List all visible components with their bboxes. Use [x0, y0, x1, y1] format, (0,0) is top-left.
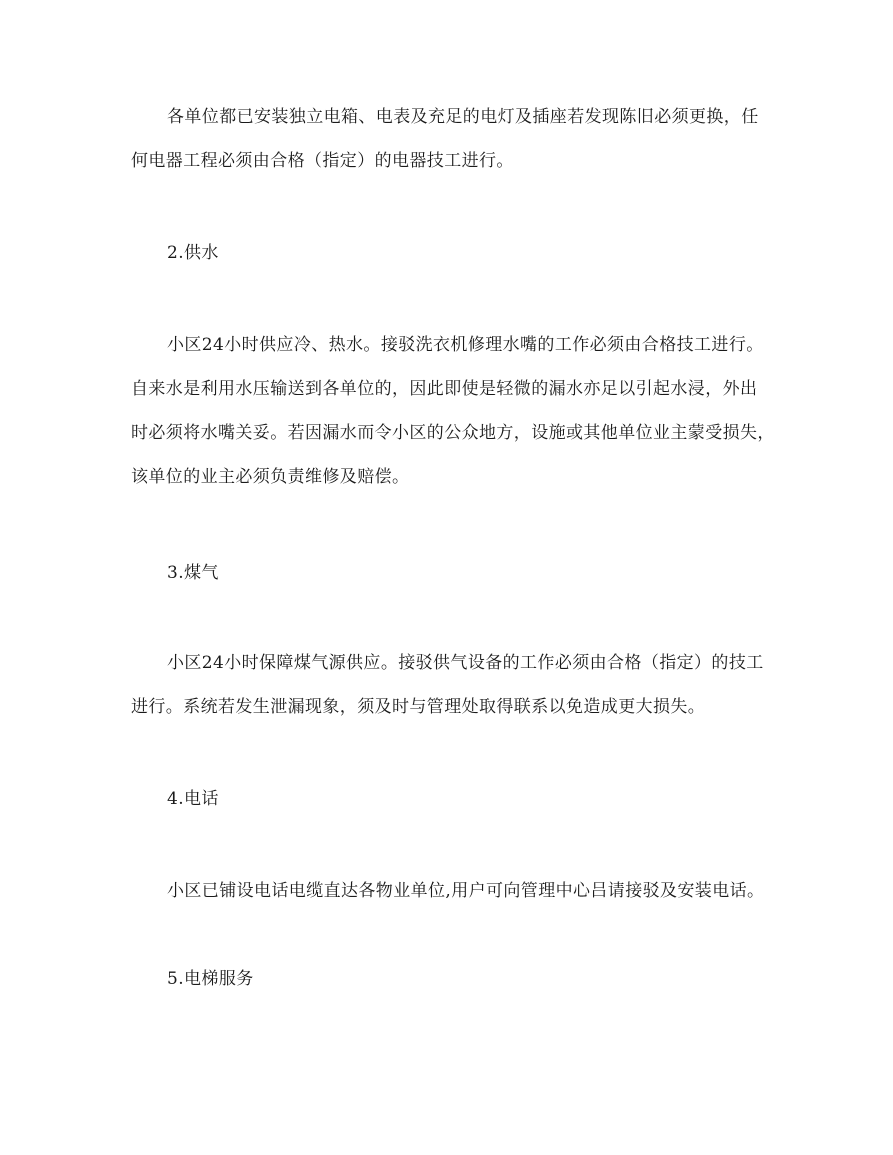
section-heading-telephone: 4.电话 [167, 789, 219, 809]
paragraph-line: 小区24小时供应冷、热水。接驳洗衣机修理水嘴的工作必须由合格技工进行。 [167, 335, 764, 355]
section-heading-water: 2.供水 [167, 243, 219, 263]
paragraph-line: 进行。系统若发生泄漏现象，须及时与管理处取得联系以免造成更大损失。 [131, 697, 706, 717]
paragraph-line: 时必须将水嘴关妥。若因漏水而令小区的公众地方，设施或其他单位业主蒙受损失， [131, 423, 775, 443]
section-heading-gas: 3.煤气 [167, 563, 219, 583]
paragraph-line: 该单位的业主必须负责维修及赔偿。 [131, 467, 410, 487]
paragraph-line: 何电器工程必须由合格（指定）的电器技工进行。 [131, 151, 514, 171]
paragraph-line: 自来水是利用水压输送到各单位的，因此即使是轻微的漏水亦足以引起水浸，外出 [131, 379, 758, 399]
paragraph-line: 小区已铺设电话电缆直达各物业单位,用户可向管理中心吕请接驳及安装电话。 [167, 881, 765, 901]
paragraph-line: 各单位都已安装独立电箱、电表及充足的电灯及插座若发现陈旧必须更换，任 [167, 107, 759, 127]
paragraph-line: 小区24小时保障煤气源供应。接驳供气设备的工作必须由合格（指定）的技工 [167, 653, 764, 673]
section-heading-elevator: 5.电梯服务 [167, 969, 254, 989]
